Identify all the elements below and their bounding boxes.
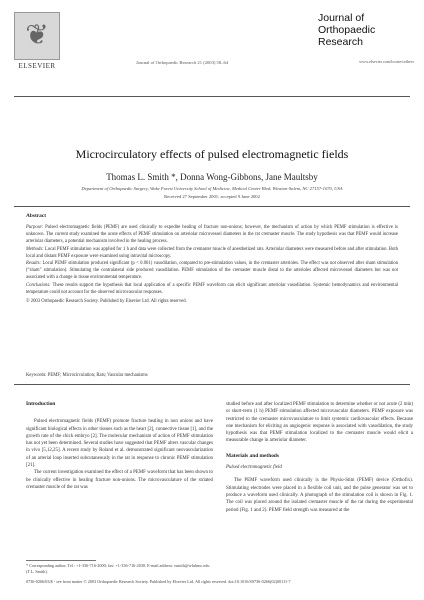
intro-paragraph-2: The current investigation examined the effect of a PEMF waveform that has been shown to be clinically effective in healing fracture non-unions. The microvasculature of the striated cremaster muscle of the rat was: [26, 470, 213, 490]
right-paragraph-2: The PEMF waveform used clinically is the Physio-Stim (PEMF) device (Orthofix). Stimulating electrodes were placed in a flexible coil unit, and the pulse generator was set to produce a waveform used clinically. A photograph of the stimulation coil is shown in Fig. 1. The coil was placed around the isolated cremaster muscle of the rat during the experimental period (Fig. 1 and 2). PEMF field strength was measured at the: [226, 478, 413, 513]
article-authors: Thomas L. Smith *, Donna Wong-Gibbons, Jane Maultsby: [106, 172, 318, 182]
header-rule: [14, 96, 410, 97]
footnote-rule: [26, 560, 96, 561]
journal-title-line-1: Journal of: [318, 12, 365, 24]
methods-subheading: Pulsed electromagnetic field: [226, 465, 282, 471]
corresponding-author-footnote: * Corresponding author. Tel.: +1-336-716-2000; fax: +1-336-716-2030. E-mail address: tsmith@wfubmc.edu (T.L. Smith).: [26, 563, 210, 574]
publisher-name: ELSEVIER: [18, 62, 56, 70]
methods-label: Methods:: [26, 246, 44, 252]
results-label: Results:: [26, 261, 42, 267]
keywords: Keywords: PEMF; Microcirculation; Rats; Vascular mechanisms: [26, 373, 148, 378]
abstract-bottom-rule: [14, 384, 410, 385]
abstract-copyright: © 2003 Orthopaedic Research Society. Published by Elsevier Ltd. All rights reserved.: [26, 299, 187, 305]
author-affiliation: Department of Orthopaedic Surgery, Wake Forest University School of Medicine, Medical Center Blvd, Winston-Salem, NC 27157-1070, USA: [81, 186, 343, 191]
purpose-label: Purpose:: [26, 225, 44, 230]
right-column: [226, 401, 413, 514]
tree-logo-icon: ❦: [14, 12, 60, 60]
abstract-methods: [26, 246, 398, 260]
front-matter-info: 0736-0266/03/$ - see front matter © 2003 Orthopaedic Research Society. Published by Elsevier Ltd. All rights reserved. doi:10.1016/S0736-0266(02)00111-7: [26, 579, 291, 584]
abstract-top-rule: [14, 206, 410, 207]
abstract-body: [26, 224, 398, 305]
conclusions-text: These results support the hypothesis that local application of a specific PEMF waveform can elicit significant arteriolar vasodilation. Systemic hemodynamics and environmental temperature could not account for the observed microvascular responses.: [26, 282, 398, 295]
results-text: Local PEMF stimulation produced significant (p < 0.001) vasodilation, compared to pre-stimulation values, in the cremaster arterioles. The effect was not observed after sham stimulation (“sham” stimulation). Stimulating the contralateral side produced vasodilation. PEMF stimulation of the cremaster muscle distal to the arterioles affected microvessel diameters but was not associated with a change in tissue environmental temperature.: [26, 261, 399, 281]
purpose-text: Pulsed electromagnetic fields (PEMF) are used clinically to expedite healing of fracture non-unions; however, the mechanism of action by which PEMF stimulation is effective is unknown. The current study examined the acute effects of PEMF stimulation on arteriolar microvessel diameters in the rat cremaster muscle. The study hypothesis was that PEMF would increase arteriolar diameters, a potential mechanism involved in the healing process.: [26, 225, 398, 245]
abstract-purpose: [26, 224, 398, 246]
article-title: Microcirculatory effects of pulsed electromagnetic fields: [75, 147, 349, 161]
journal-citation: Journal of Orthopaedic Research 21 (2003) 58–64: [135, 60, 229, 65]
abstract-heading: Abstract: [26, 213, 47, 219]
methods-text: Local PEMF stimulation was applied for 1 h and data were collected from the cremaster muscle of anesthetized rats. Arteriolar diameters were measured before and after stimulation. Both local and distant PEMF exposure were examined using intravital microscopy.: [26, 246, 398, 259]
intro-paragraph-1: Pulsed electromagnetic fields (PEMF) promote fracture healing in non unions and have significant biological effects in other tissues such as the heart [2], connective tissue [1], and the growth rate of the chick embryo [2]. The molecular mechanism of action of PEMF stimulation has not yet been determined. Several studies have suggested that PEMF alters vascular changes in vivo [5,12,25]. A recent study by Roland et al. demonstrated significant neovascularization of an arterial loop inserted subcutaneously in the rat in response to chronic PEMF stimulation [21].: [26, 419, 213, 469]
received-dates: Received 27 September 2001; accepted 9 June 2002: [164, 194, 260, 199]
journal-masthead: [318, 12, 414, 64]
abstract-conclusions: [26, 282, 398, 296]
right-paragraph-1: studied before and after localized PEMF stimulation to determine whether or not acute (2 min) or short-term (1 h) PEMF stimulation affected microvascular diameters. PEMF exposure was restricted to the cremaster microvasculature to limit systemic cardiovascular effects. Because one mechanism for eliciting an angiogenic response is associated with vasodilation, the study hypothesis was that PEMF stimulation localized to the cremaster muscle would elicit a measurable change in arteriolar diameter.: [226, 402, 413, 444]
conclusions-label: Conclusions:: [26, 282, 51, 288]
left-column: [26, 401, 213, 491]
publisher-logo: [14, 12, 60, 74]
journal-url[interactable]: www.elsevier.com/locate/orthres: [359, 59, 414, 64]
abstract-results: [26, 260, 398, 282]
journal-title-line-3: Research: [318, 36, 363, 48]
journal-title-line-2: Orthopaedic: [318, 24, 376, 36]
introduction-heading: Introduction: [26, 401, 56, 407]
methods-heading: Materials and methods: [226, 452, 280, 459]
